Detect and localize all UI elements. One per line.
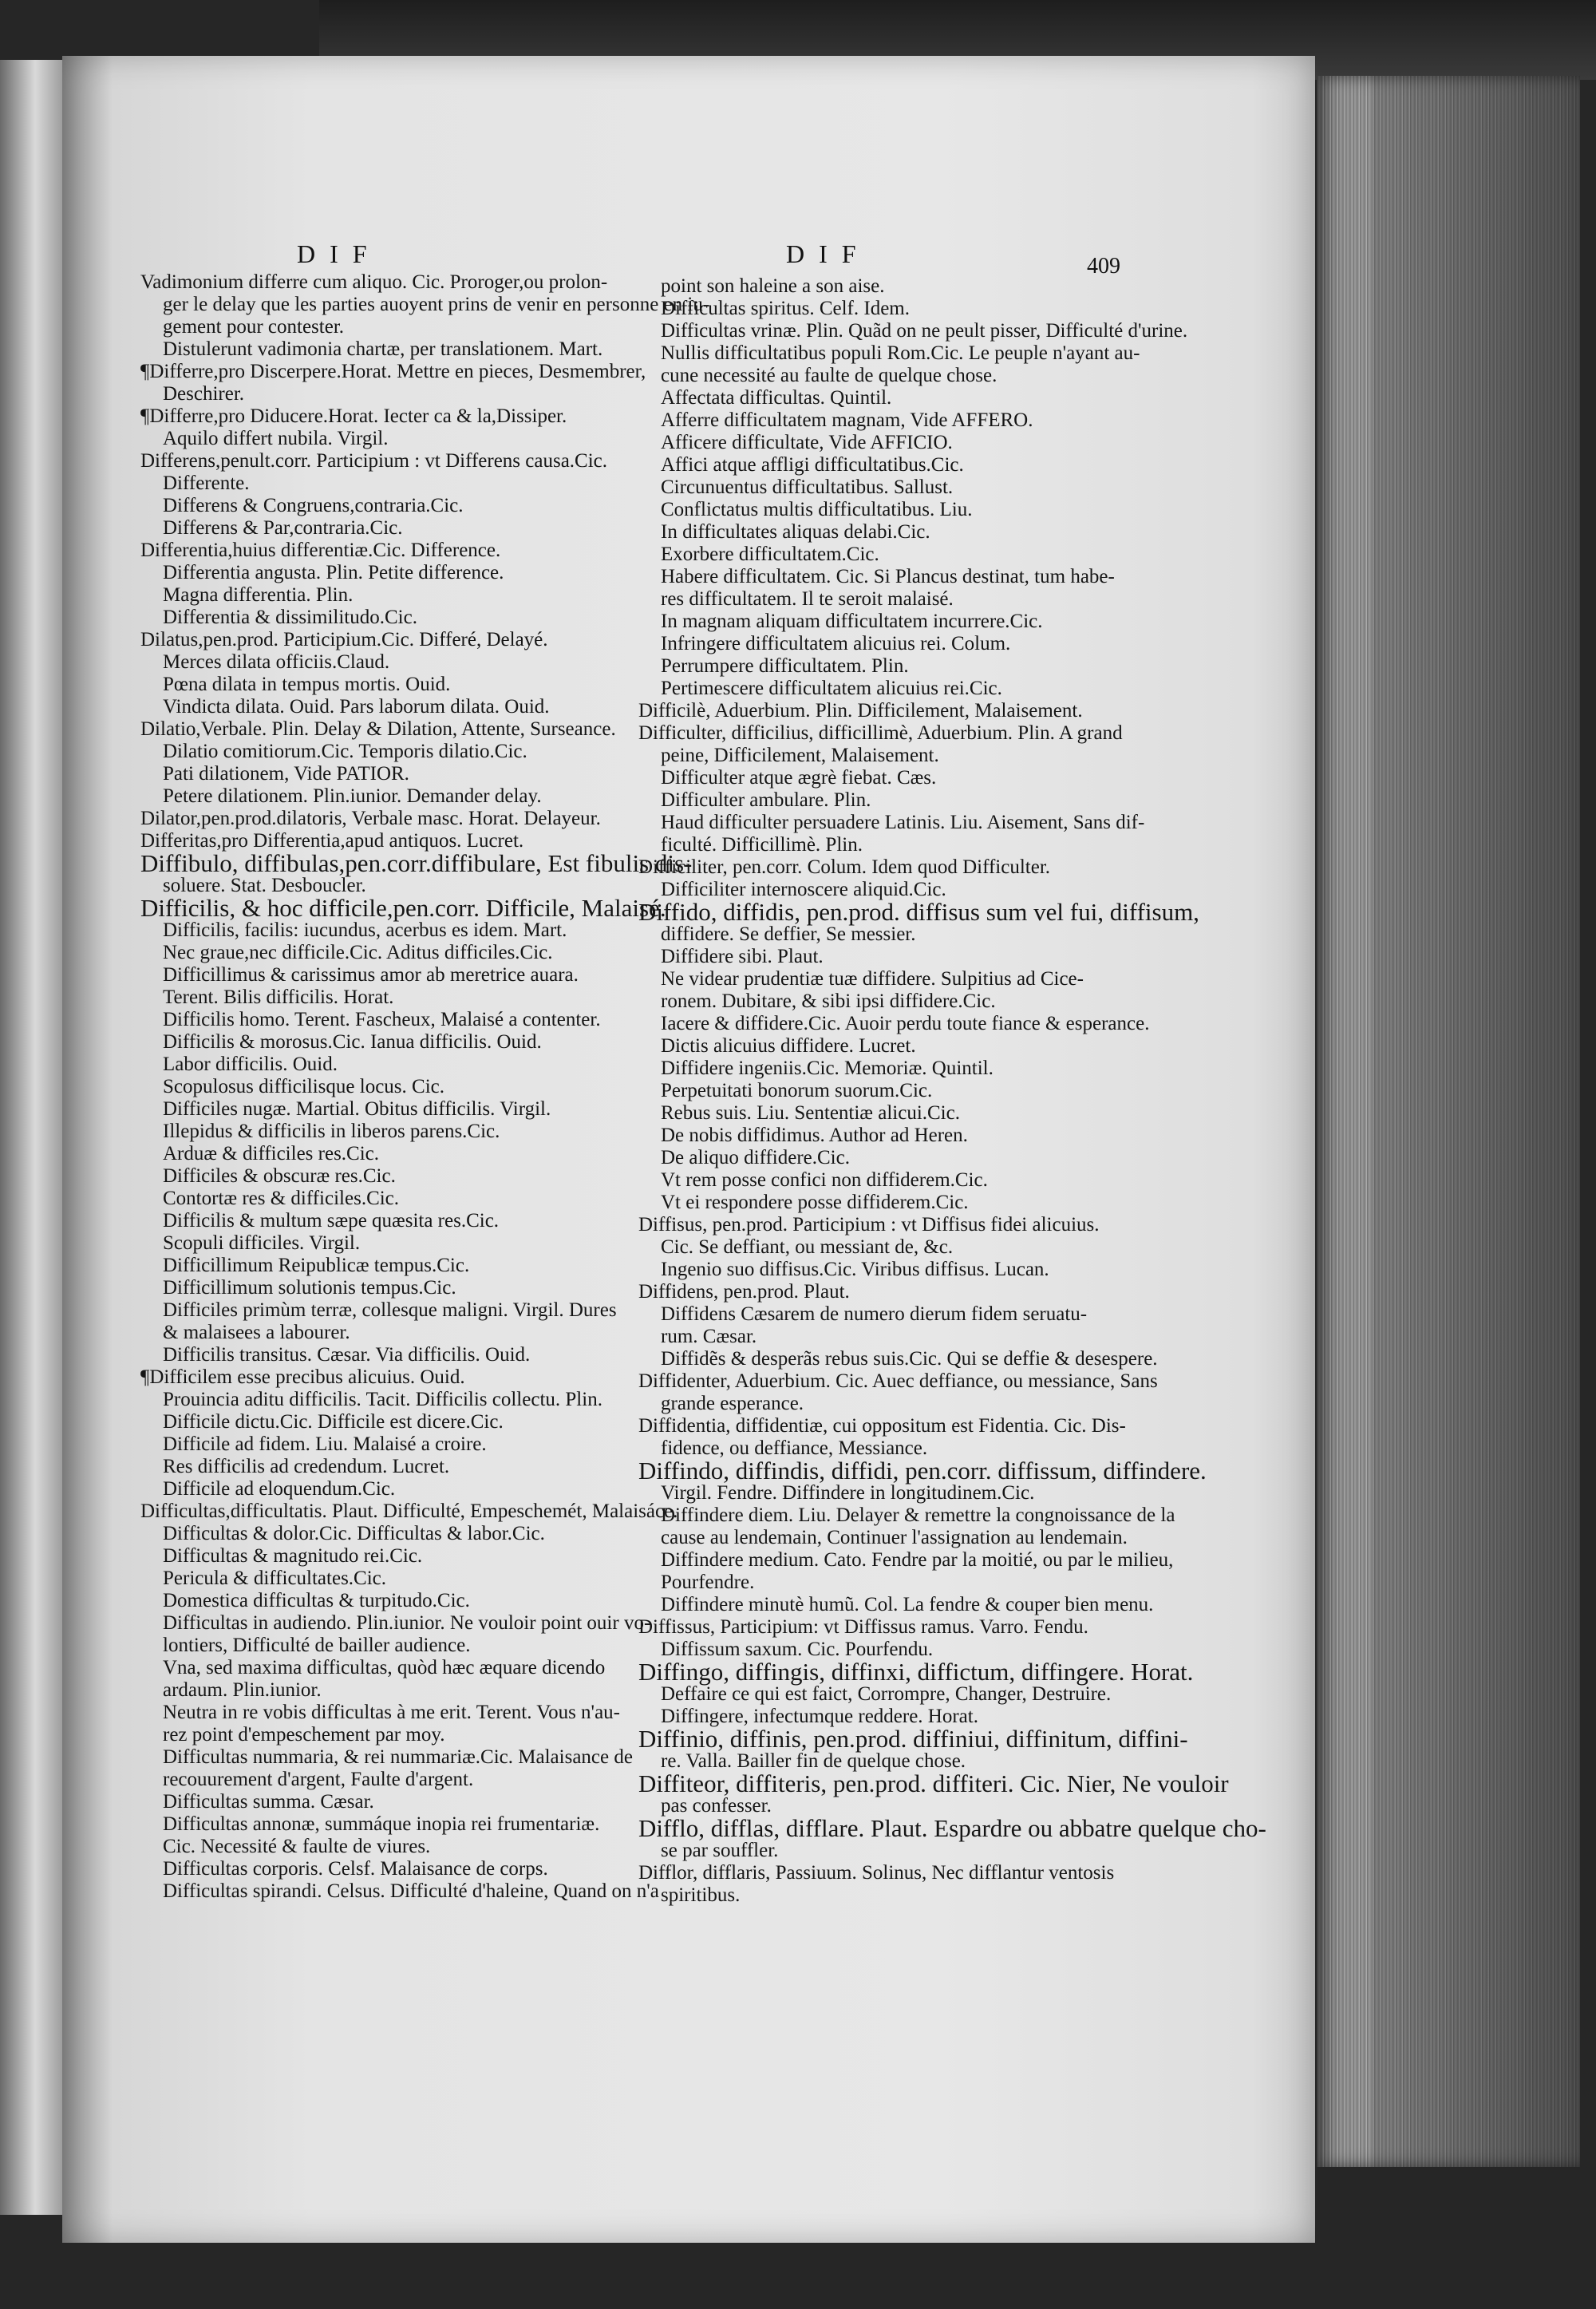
dictionary-line: Pertimescere difficultatem alicuius rei.Cic. [661,678,1002,699]
dictionary-line: Difficultas,difficultatis. Plaut. Difficulté, Empeschemét, Malaisáce. [140,1500,678,1522]
dictionary-line: pas confesser. [661,1795,772,1817]
dictionary-line: Difficilis & morosus.Cic. Ianua difficilis. Ouid. [163,1031,542,1053]
dictionary-line: & malaisees a labourer. [163,1322,350,1343]
dictionary-line: Diffidens, pen.prod. Plaut. [638,1281,850,1303]
dictionary-line: Difficulter ambulare. Plin. [661,789,871,811]
dictionary-line: Pourfendre. [661,1572,755,1593]
dictionary-line: ronem. Dubitare, & sibi ipsi diffidere.Cic. [661,990,996,1012]
page-number: 409 [1087,254,1120,279]
dictionary-line: Pœna dilata in tempus mortis. Ouid. [163,674,451,695]
dictionary-line: Difficultas spiritus. Celf. Idem. [661,298,910,319]
dictionary-line: Aquilo differt nubila. Virgil. [163,428,389,449]
dictionary-line: Contortæ res & difficiles.Cic. [163,1188,400,1209]
dictionary-line: Diffidenter, Aduerbium. Cic. Auec deffiance, ou messiance, Sans [638,1370,1158,1392]
dictionary-line: Differens,penult.corr. Participium : vt Differens causa.Cic. [140,450,608,472]
dictionary-line: Diffingere, infectumque reddere. Horat. [661,1706,978,1727]
dictionary-line: Distulerunt vadimonia chartæ, per translationem. Mart. [163,338,603,360]
dictionary-line: Cic. Se deffiant, ou messiant de, &c. [661,1236,954,1258]
dictionary-line: res difficultatem. Il te seroit malaisé. [661,588,954,610]
dictionary-line: Pericula & difficultates.Cic. [163,1568,387,1589]
dictionary-line: Magna differentia. Plin. [163,584,354,606]
dictionary-line: Deffaire ce qui est faict, Corrompre, Changer, Destruire. [661,1683,1112,1705]
dictionary-line: Deschirer. [163,383,245,405]
dictionary-line: Difficiliter internoscere aliquid.Cic. [661,879,946,900]
dictionary-line: ger le delay que les parties auoyent prins de venir en personne en iu- [163,294,710,315]
dictionary-line: Difficilis, & hoc difficile,pen.corr. Difficile, Malaisé. [140,894,666,922]
dictionary-line: Diffindo, diffindis, diffidi, pen.corr. diffissum, diffindere. [638,1457,1207,1485]
dictionary-line: Virgil. Fendre. Diffindere in longitudinem.Cic. [661,1482,1035,1504]
dictionary-line: Perpetuitati bonorum suorum.Cic. [661,1080,933,1101]
dictionary-line: Rebus suis. Liu. Sententiæ alicui.Cic. [661,1102,960,1124]
dictionary-line: Difficilis transitus. Cæsar. Via difficilis. Ouid. [163,1344,531,1366]
dictionary-line: Neutra in re vobis difficultas à me erit. Terent. Vous n'au- [163,1702,620,1723]
dictionary-line: Difficiles & obscuræ res.Cic. [163,1165,396,1187]
dictionary-line: Diffinio, diffinis, pen.prod. diffiniui, diffinitum, diffini- [638,1725,1188,1753]
dictionary-line: Differens & Par,contraria.Cic. [163,517,403,539]
dictionary-line: Dilator,pen.prod.dilatoris, Verbale masc. Horat. Delayeur. [140,808,601,829]
dictionary-line: se par souffler. [661,1840,779,1861]
dictionary-line: Differentia,huius differentiæ.Cic. Difference. [140,540,501,561]
dictionary-line: Exorbere difficultatem.Cic. [661,544,879,565]
dictionary-line: Affectata difficultas. Quintil. [661,387,892,409]
dictionary-line: De nobis diffidimus. Author ad Heren. [661,1125,968,1146]
dictionary-line: Differens & Congruens,contraria.Cic. [163,495,464,516]
dictionary-line: Difficulter atque ægrè fiebat. Cæs. [661,767,937,789]
dictionary-line: Afficere difficultate, Vide AFFICIO. [661,432,953,453]
dictionary-line: Difficilè, Aduerbium. Plin. Difficilement, Malaisement. [638,700,1083,722]
dictionary-line: Iacere & diffidere.Cic. Auoir perdu toute fiance & esperance. [661,1013,1150,1034]
dictionary-line: Pati dilationem, Vide PATIOR. [163,763,409,785]
dictionary-line: Dictis alicuius diffidere. Lucret. [661,1035,916,1057]
dictionary-line: Difficile dictu.Cic. Difficile est dicere.Cic. [163,1411,504,1433]
dictionary-line: diffidere. Se deffier, Se messier. [661,923,916,945]
dictionary-line: Difficile ad eloquendum.Cic. [163,1478,396,1500]
dictionary-line: Circunuentus difficultatibus. Sallust. [661,476,954,498]
dictionary-line: Nec graue,nec difficile.Cic. Aditus difficiles.Cic. [163,942,553,963]
dictionary-line: Cic. Necessité & faulte de viures. [163,1836,431,1857]
dictionary-line: Arduæ & difficiles res.Cic. [163,1143,380,1164]
dictionary-line: Merces dilata officiis.Claud. [163,651,390,673]
dictionary-line: In difficultates aliquas delabi.Cic. [661,521,930,543]
running-head-left: DIF [297,239,381,268]
dictionary-line: soluere. Stat. Desboucler. [163,875,366,896]
dictionary-line: Differente. [163,472,250,494]
dictionary-line: Diffindere diem. Liu. Delayer & remettre la congnoissance de la [661,1504,1175,1526]
dictionary-line: Diffidere ingeniis.Cic. Memoriæ. Quintil. [661,1058,994,1079]
dictionary-line: In magnam aliquam difficultatem incurrere.Cic. [661,611,1043,632]
dictionary-line: Difficultas & dolor.Cic. Difficultas & labor.Cic. [163,1523,545,1544]
dictionary-line: Difficultas spirandi. Celsus. Difficulté d'haleine, Quand on n'a [163,1880,659,1902]
dictionary-line: Terent. Bilis difficilis. Horat. [163,986,394,1008]
dictionary-line: Difficiles nugæ. Martial. Obitus difficilis. Virgil. [163,1098,551,1120]
dictionary-line: Res difficilis ad credendum. Lucret. [163,1456,450,1477]
dictionary-line: Diffingo, diffingis, diffinxi, diffictum, diffingere. Horat. [638,1658,1194,1686]
dictionary-line: lontiers, Difficulté de bailler audience. [163,1635,471,1656]
dictionary-line: Vindicta dilata. Ouid. Pars laborum dilata. Ouid. [163,696,550,718]
dictionary-line: Habere difficultatem. Cic. Si Plancus destinat, tum habe- [661,566,1115,587]
dictionary-line: Diffidẽs & desperãs rebus suis.Cic. Qui se deffie & desespere. [661,1348,1158,1370]
dictionary-line: Conflictatus multis difficultatibus. Liu. [661,499,973,520]
dictionary-line: Affici atque affligi difficultatibus.Cic. [661,454,964,476]
dictionary-line: Difficultas in audiendo. Plin.iunior. Ne vouloir point ouir vo- [163,1612,651,1634]
dictionary-line: Differentia angusta. Plin. Petite difference. [163,562,504,583]
dictionary-line: Domestica difficultas & turpitudo.Cic. [163,1590,470,1611]
dictionary-line: Petere dilationem. Plin.iunior. Demander delay. [163,785,542,807]
dictionary-line: Differitas,pro Differentia,apud antiquos. Lucret. [140,830,524,852]
dictionary-line: Diffisus, pen.prod. Participium : vt Diffisus fidei alicuius. [638,1214,1100,1236]
dictionary-line: Difficultas vrinæ. Plin. Quãd on ne peult pisser, Difficulté d'urine. [661,320,1188,342]
dictionary-line: Difficulter, difficilius, difficillimè, Aduerbium. Plin. A grand [638,722,1123,744]
running-head-right: DIF [786,239,871,268]
page-block-shadow [1373,76,1580,2167]
dictionary-line: Vadimonium differre cum aliquo. Cic. Proroger,ou prolon- [140,271,608,293]
dictionary-line: Difficultas annonæ, summáque inopia rei frumentariæ. [163,1813,600,1835]
dictionary-line: ¶Differre,pro Discerpere.Horat. Mettre en pieces, Desmembrer, [140,361,646,382]
dictionary-line: Difficultas nummaria, & rei nummariæ.Cic. Malaisance de [163,1746,633,1768]
dictionary-line: Scopulosus difficilisque locus. Cic. [163,1076,444,1097]
dictionary-line: Diffindere minutè humũ. Col. La fendre & couper bien menu. [661,1594,1154,1615]
dictionary-line: ardaum. Plin.iunior. [163,1679,322,1701]
dictionary-line: Difficillimum Reipublicæ tempus.Cic. [163,1255,470,1276]
dictionary-line: Difficillimum solutionis tempus.Cic. [163,1277,456,1299]
dictionary-line: Haud difficulter persuadere Latinis. Liu. Aisement, Sans dif- [661,812,1145,833]
dictionary-line: Illepidus & difficilis in liberos parens.Cic. [163,1121,500,1142]
dictionary-line: Vna, sed maxima difficultas, quòd hæc æquare dicendo [163,1657,606,1678]
dictionary-line: Prouincia aditu difficilis. Tacit. Difficilis collectu. Plin. [163,1389,602,1410]
dictionary-line: peine, Difficilement, Malaisement. [661,745,939,766]
dictionary-line: ¶Difficilem esse precibus alicuius. Ouid. [140,1366,465,1388]
dictionary-line: Difficilis, facilis: iucundus, acerbus es idem. Mart. [163,919,567,941]
dictionary-line: gement pour contester. [163,316,345,338]
dictionary-line: Difficiliter, pen.corr. Colum. Idem quod Difficulter. [638,856,1051,878]
dictionary-line: Afferre difficultatem magnam, Vide AFFERO. [661,409,1033,431]
dictionary-line: Diffissum saxum. Cic. Pourfendu. [661,1639,934,1660]
left-column [140,271,709,1903]
dictionary-line: Difficillimus & carissimus amor ab meretrice auara. [163,964,579,986]
dictionary-line: Dilatio,Verbale. Plin. Delay & Dilation, Attente, Surseance. [140,718,616,740]
dictionary-line: Diffido, diffidis, pen.prod. diffisus sum vel fui, diffisum, [638,898,1199,926]
dictionary-line: Diffidens Cæsarem de numero dierum fidem seruatu- [661,1303,1088,1325]
dictionary-line: Difficilis homo. Terent. Fascheux, Malaisé a contenter. [163,1009,601,1030]
dictionary-line: Difficultas summa. Cæsar. [163,1791,374,1813]
dictionary-line: Infringere difficultatem alicuius rei. Colum. [661,633,1011,654]
dictionary-line: ¶Differre,pro Diducere.Horat. Iecter ca & la,Dissiper. [140,405,567,427]
dictionary-line: Perrumpere difficultatem. Plin. [661,655,909,677]
dictionary-line: Diffindere medium. Cato. Fendre par la moitié, ou par le milieu, [661,1549,1174,1571]
dictionary-line: re. Valla. Bailler fin de quelque chose. [661,1750,966,1772]
dictionary-line: Difficiles primùm terræ, collesque maligni. Virgil. Dures [163,1299,617,1321]
dictionary-line: Ingenio suo diffisus.Cic. Viribus diffisus. Lucan. [661,1259,1049,1280]
dictionary-line: Diffidere sibi. Plaut. [661,946,824,967]
dictionary-line: cause au lendemain, Continuer l'assignation au lendemain. [661,1527,1128,1548]
dictionary-line: Labor difficilis. Ouid. [163,1054,338,1075]
dictionary-line: Diffidentia, diffidentiæ, cui oppositum est Fidentia. Cic. Dis- [638,1415,1126,1437]
dictionary-line: Nullis difficultatibus populi Rom.Cic. Le peuple n'ayant au- [661,342,1140,364]
dictionary-line: Diffissus, Participium: vt Diffissus ramus. Varro. Fendu. [638,1616,1088,1638]
dictionary-line: Dilatus,pen.prod. Participium.Cic. Differé, Delayé. [140,629,548,650]
dictionary-line: Difficilis & multum sæpe quæsita res.Cic. [163,1210,500,1232]
dictionary-line: cune necessité au faulte de quelque chose. [661,365,998,386]
dictionary-line: Differentia & dissimilitudo.Cic. [163,607,417,628]
dictionary-line: Vt ei respondere posse diffiderem.Cic. [661,1192,969,1213]
dictionary-line: Diffibulo, diffibulas,pen.corr.diffibulare, Est fibulis dis- [140,849,693,877]
dictionary-line: Diffiteor, diffiteris, pen.prod. diffiteri. Cic. Nier, Ne vouloir [638,1769,1229,1797]
dictionary-line: rum. Cæsar. [661,1326,757,1347]
dictionary-line: point son haleine a son aise. [661,275,885,297]
dictionary-line: fidence, ou deffiance, Messiance. [661,1437,928,1459]
dictionary-line: Difficultas corporis. Celsf. Malaisance de corps. [163,1858,548,1880]
dictionary-line: De aliquo diffidere.Cic. [661,1147,850,1168]
dictionary-line: Difficile ad fidem. Liu. Malaisé a croire. [163,1433,487,1455]
dictionary-line: Ne videar prudentiæ tuæ diffidere. Sulpitius ad Cice- [661,968,1084,990]
dictionary-line: grande esperance. [661,1393,804,1414]
dictionary-line: Dilatio comitiorum.Cic. Temporis dilatio.Cic. [163,741,527,762]
dictionary-line: Difficultas & magnitudo rei.Cic. [163,1545,423,1567]
dictionary-line: Difflo, difflas, difflare. Plaut. Espardre ou abbatre quelque cho- [638,1814,1266,1842]
dictionary-line: rez point d'empeschement par moy. [163,1724,445,1746]
facing-page-edge [0,60,64,2215]
dictionary-line: recouurement d'argent, Faulte d'argent. [163,1769,474,1790]
dictionary-line: Difflor, difflaris, Passiuum. Solinus, Nec difflantur ventosis [638,1862,1115,1884]
dictionary-line: spiritibus. [661,1884,741,1906]
dictionary-line: ficulté. Difficillimè. Plin. [661,834,863,856]
dictionary-line: Scopuli difficiles. Virgil. [163,1232,361,1254]
dictionary-line: Vt rem posse confici non diffiderem.Cic. [661,1169,988,1191]
right-column [638,275,1266,1907]
